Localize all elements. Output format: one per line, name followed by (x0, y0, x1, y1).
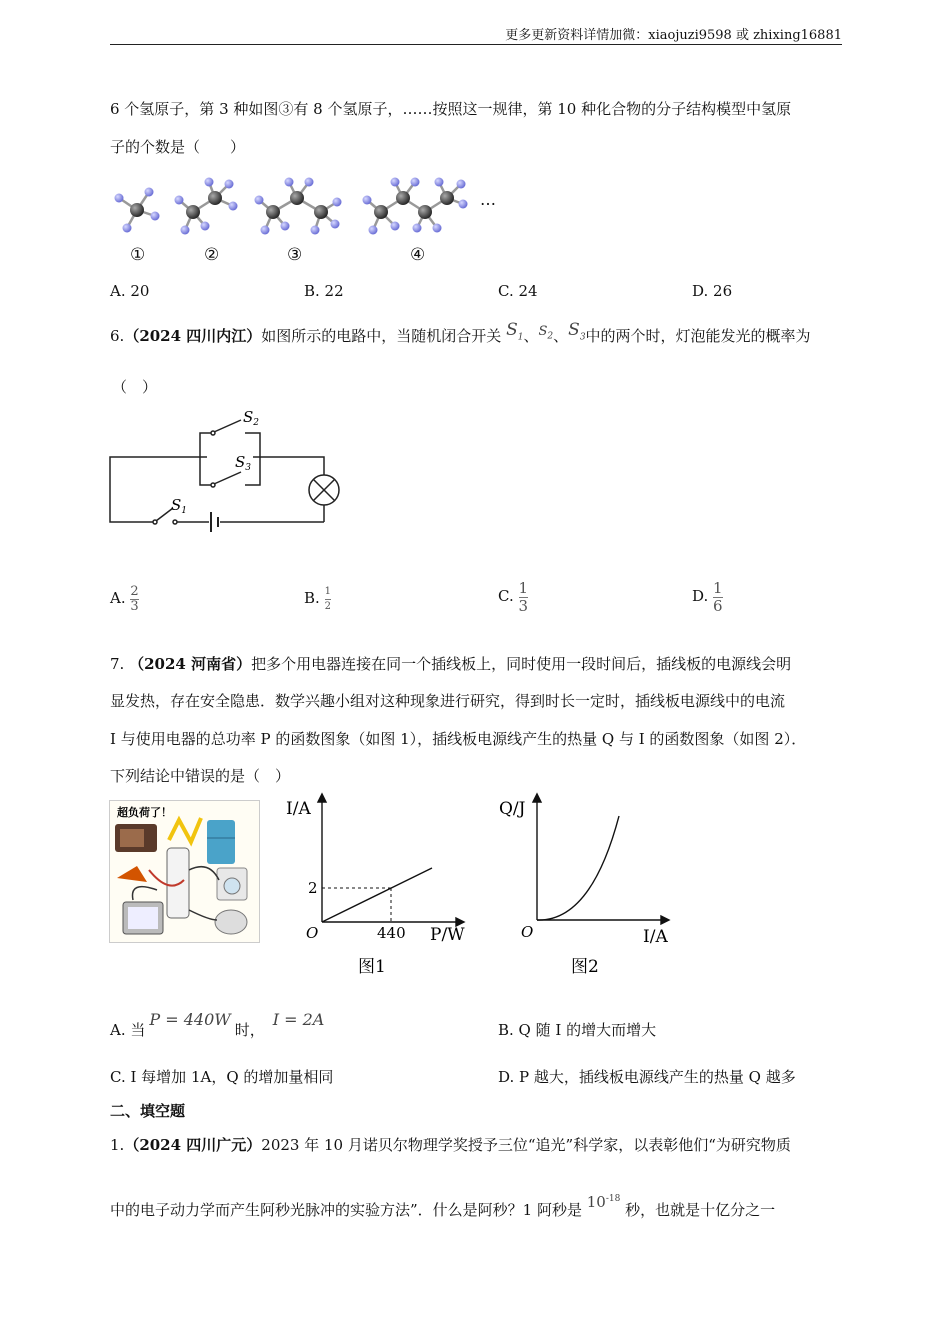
fig1-xtick: 440 (377, 924, 406, 942)
switch-s2-blade (214, 420, 241, 432)
q6-text-after: 中的两个时，灯泡能发光的概率为 (585, 327, 811, 345)
q7-option-a: A. 当P = 440W时，I = 2A (110, 1010, 325, 1039)
switch-s3-blade (214, 472, 241, 484)
section-title: 二、填空题 (110, 1102, 186, 1120)
molecule-ellipsis: … (480, 190, 496, 209)
q7-line1: 7. （2024 河南省）把多个用电器连接在同一个插线板上，同时使用一段时间后，插线板的电源线会明 (110, 655, 792, 673)
fig2-origin: O (521, 923, 534, 941)
molecule-label-1: ① (130, 245, 146, 265)
carbon-atoms (130, 191, 454, 219)
q5-option-c: C. 24 (498, 282, 538, 300)
q6-text-before: 如图所示的电路中，当随机闭合开关 (261, 327, 502, 345)
q6-stem (110, 320, 811, 353)
power-10-neg18: $10^{-18}$ (586, 1193, 621, 1211)
figure-2-chart (495, 790, 685, 980)
q6-sep-1: 、 (523, 327, 539, 345)
q7-option-c: C. I 每增加 1A，Q 的增加量相同 (110, 1068, 334, 1086)
fig1-ylabel: I/A (286, 799, 311, 819)
molecule-bonds (119, 182, 463, 230)
q7-line2: 显发热，存在安全隐患．数学兴趣小组对这种现象进行研究，得到时长一定时，插线板电源线中的电流 (110, 692, 786, 710)
fig1-line (322, 868, 432, 922)
fill1-line1: 1.（2024 四川广元）2023 年 10 月诺贝尔物理学奖授予三位“追光”科学家，以表彰他们“为研究物质 (110, 1136, 791, 1154)
q6-switch-s2: $S_2$ (538, 324, 554, 342)
q7-line4: 下列结论中错误的是（ ） (110, 767, 291, 785)
q5-line2: 子的个数是（ ） (110, 138, 246, 156)
q5-line1: 6 个氢原子，第 3 种如图③有 8 个氢原子，……按照这一规律，第 10 种化合物的分子结构模型中氢原 (110, 100, 792, 118)
q6-switch-s1: $S_1$ (506, 320, 524, 343)
q7-option-b: B. Q 随 I 的增大而增大 (498, 1021, 657, 1039)
label-s3: $S_3$ (235, 453, 252, 473)
molecule-models (105, 168, 525, 243)
q7-option-d: D. P 越大，插线板电源线产生的热量 Q 越多 (498, 1068, 796, 1086)
q6-number: 6. (110, 327, 125, 345)
fig1-xlabel: P/W (430, 925, 465, 945)
q6-option-a: A. $\frac{2}{3}$ (110, 583, 139, 614)
q6-sep-2: 、 (553, 327, 569, 345)
q6-option-c: C. $\frac{1}{3}$ (498, 578, 529, 615)
label-s1: $S_1$ (171, 496, 188, 516)
fill1-line2: 中的电子动力学而产生阿秒光脉冲的实验方法”．什么是阿秒？1 阿秒是 $10^{-18}$ 秒，也就是十亿分之一 (110, 1193, 776, 1219)
molecule-label-4: ④ (410, 245, 426, 265)
fig2-curve (537, 816, 619, 920)
q6-switch-s3: $S_3$ (568, 320, 586, 343)
fridge-icon (207, 820, 235, 864)
q5-option-b: B. 22 (304, 282, 344, 300)
cartoon-caption: 超负荷了！ (117, 806, 172, 819)
fig1-origin: O (306, 924, 319, 942)
circuit-diagram (105, 400, 350, 545)
fig1-caption: 图1 (358, 957, 386, 977)
fig2-ylabel: Q/J (499, 799, 526, 819)
power-strip-icon (167, 848, 189, 918)
molecule-label-3: ③ (287, 245, 303, 265)
label-s2: $S_2$ (243, 408, 260, 428)
q5-option-d: D. 26 (692, 282, 733, 300)
header-rule (110, 44, 842, 45)
q6-paren: （ ） (112, 378, 158, 396)
q7-line3: I 与使用电器的总功率 P 的函数图象（如图 1），插线板电源线产生的热量 Q 与 I 的函数图象（如图 2）． (110, 730, 807, 748)
q6-option-b: B. $\frac{1}{2}$ (304, 585, 331, 612)
cooker-icon (215, 910, 247, 934)
q6-option-d: D. $\frac{1}{6}$ (692, 578, 723, 615)
overload-cartoon (109, 800, 260, 943)
q5-option-a: A. 20 (110, 282, 150, 300)
molecule-label-2: ② (204, 245, 220, 265)
page-header: 更多更新资料详情加微：xiaojuzi9598 或 zhixing16881 (505, 28, 842, 43)
q6-source: （2024 四川内江） (124, 327, 262, 345)
fig2-xlabel: I/A (643, 927, 668, 947)
fig1-ytick: 2 (308, 879, 318, 897)
fig2-caption: 图2 (571, 957, 599, 977)
figure-1-chart (280, 790, 480, 980)
